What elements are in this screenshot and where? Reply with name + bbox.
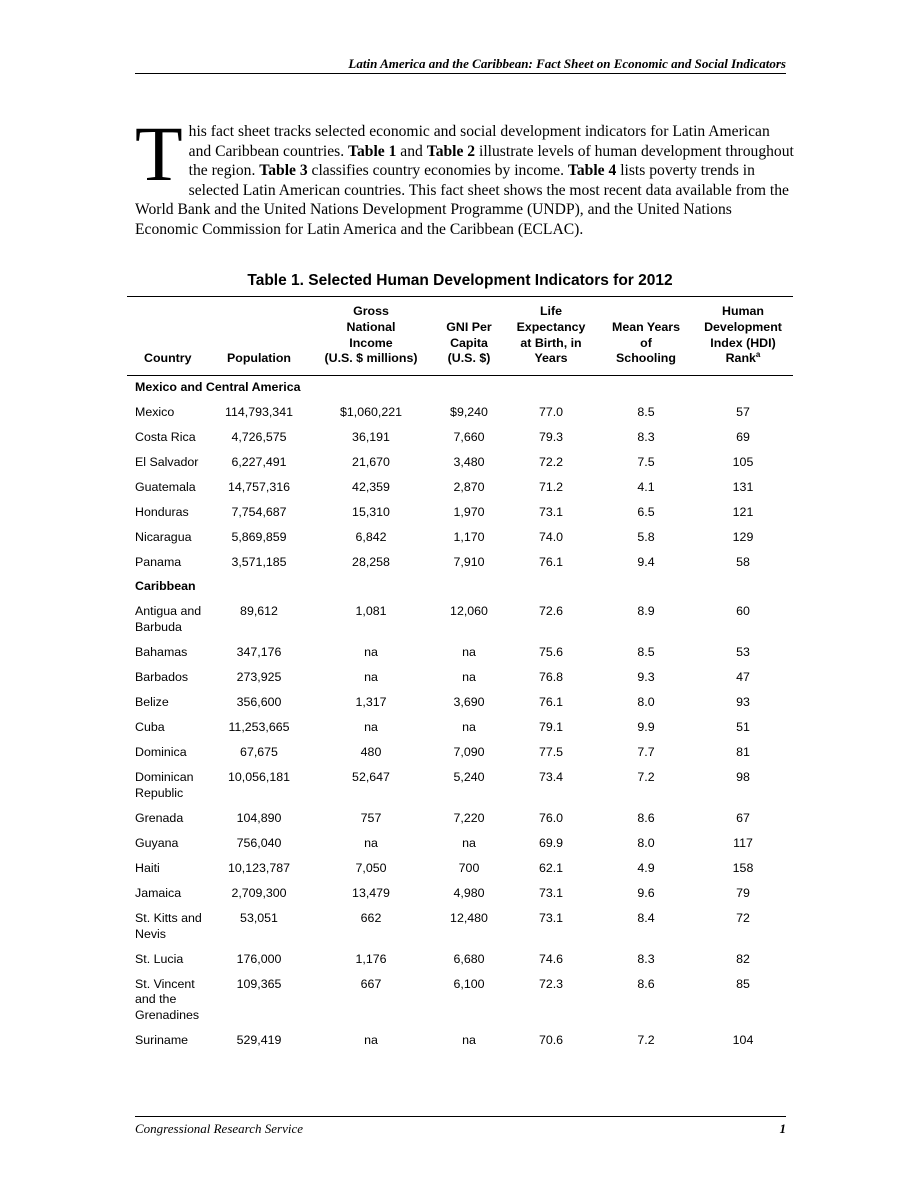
cell-life-expectancy: 72.3 [538,976,564,991]
cell-life-expectancy: 76.1 [538,695,564,710]
cell-gni-per-capita: 7,090 [453,745,485,760]
region-row-central: Mexico and Central America [135,380,301,395]
cell-country: Jamaica [135,885,182,900]
table-row [127,856,793,881]
cell-mean-schooling: 8.6 [637,810,655,825]
cell-life-expectancy: 76.1 [538,555,564,570]
cell-gni-per-capita: 12,060 [450,604,488,619]
cell-life-expectancy: 71.2 [538,480,564,495]
table-row [127,501,793,526]
cell-population: 273,925 [236,670,282,685]
cell-mean-schooling: 8.4 [637,910,655,925]
header-gni-per-capita: GNI Per Capita (U.S. $) [435,297,503,376]
cell-hdi-rank: 47 [736,670,750,685]
cell-gni: na [364,835,378,850]
cell-life-expectancy: 73.1 [538,505,564,520]
cell-population: 10,123,787 [227,860,290,875]
cell-gni: 6,842 [355,530,387,545]
cell-hdi-rank: 105 [732,455,754,470]
running-header [135,56,786,74]
cell-population: 10,056,181 [227,770,290,785]
cell-gni: na [364,720,378,735]
cell-country: Mexico [135,405,175,420]
cell-country: Dominican Republic [135,770,194,800]
cell-gni-per-capita: $9,240 [450,405,488,420]
cell-country: St. Lucia [135,951,184,966]
cell-life-expectancy: 76.8 [538,670,564,685]
table-row [127,600,793,641]
table-row [127,906,793,947]
header-country: Country [127,297,211,376]
cell-population: 176,000 [236,951,282,966]
table-title: Table 1. Selected Human Development Indicators for 2012 [247,272,673,289]
header-gni: Gross National Income (U.S. $ millions) [307,297,435,376]
cell-life-expectancy: 74.6 [538,951,564,966]
cell-population: 2,709,300 [231,885,287,900]
cell-life-expectancy: 76.0 [538,810,564,825]
cell-mean-schooling: 7.7 [637,745,655,760]
cell-hdi-rank: 81 [736,745,750,760]
cell-gni-per-capita: 1,170 [453,530,485,545]
cell-population: 89,612 [240,604,278,619]
cell-gni: 21,670 [352,455,390,470]
header-mean-schooling: Mean Years of Schooling [599,297,693,376]
cell-hdi-rank: 72 [736,910,750,925]
cell-population: 6,227,491 [231,455,287,470]
cell-gni-per-capita: 6,680 [453,951,485,966]
cell-population: 529,419 [236,1033,282,1048]
table-row [127,741,793,766]
cell-hdi-rank: 98 [736,770,750,785]
cell-mean-schooling: 7.2 [637,770,655,785]
cell-country: St. Kitts and Nevis [135,910,202,941]
cell-gni: 7,050 [355,860,387,875]
table4-ref: Table 4 [567,162,617,180]
table3-ref: Table 3 [259,162,308,180]
table-row [127,451,793,476]
page-number: 1 [779,1121,786,1136]
cell-hdi-rank: 93 [736,695,750,710]
cell-mean-schooling: 8.5 [637,645,655,660]
cell-country: Belize [135,695,169,710]
cell-life-expectancy: 79.1 [538,720,564,735]
cell-hdi-rank: 129 [732,530,754,545]
cell-hdi-rank: 131 [732,480,754,495]
cell-gni: 42,359 [352,480,390,495]
cell-gni-per-capita: na [462,670,476,685]
cell-life-expectancy: 77.0 [538,405,564,420]
table2-ref: Table 2 [426,142,476,160]
table-row [127,401,793,426]
intro-paragraph [135,110,795,240]
cell-life-expectancy: 69.9 [538,835,564,850]
footer-rule [135,1116,786,1117]
cell-gni-per-capita: 1,970 [453,505,485,520]
cell-gni: 662 [360,910,382,925]
cell-hdi-rank: 104 [732,1033,754,1048]
cell-gni: na [364,670,378,685]
cell-gni: 1,176 [355,951,387,966]
cell-hdi-rank: 69 [736,430,750,445]
cell-country: Haiti [135,860,160,875]
cell-mean-schooling: 8.3 [637,951,655,966]
cell-gni: 667 [360,976,382,991]
cell-gni-per-capita: 7,220 [453,810,485,825]
table-row [127,716,793,741]
cell-population: 347,176 [236,645,282,660]
cell-gni-per-capita: na [462,835,476,850]
cell-hdi-rank: 60 [736,604,750,619]
cell-gni: 13,479 [352,885,390,900]
cell-life-expectancy: 72.6 [538,604,564,619]
cell-hdi-rank: 121 [732,505,754,520]
header-life-expectancy: Life Expectancy at Birth, in Years [503,297,599,376]
cell-gni: $1,060,221 [339,405,402,420]
region-row-caribbean: Caribbean [135,579,196,594]
cell-population: 11,253,665 [228,720,290,735]
cell-population: 104,890 [236,810,282,825]
cell-mean-schooling: 8.0 [637,695,655,710]
table1-ref: Table 1 [348,142,397,160]
running-header-title: Latin America and the Caribbean: Fact Sheet on Economic and Social Indicators [348,56,786,71]
table-row [127,881,793,906]
indicators-table [127,296,793,1054]
cell-mean-schooling: 8.3 [637,430,655,445]
cell-hdi-rank: 67 [736,810,750,825]
cell-hdi-rank: 117 [733,835,753,850]
cell-mean-schooling: 5.8 [637,530,655,545]
intro-text-4: lists poverty trends in selected Latin American countries. This fact sheet shows the most recent data available from the World Bank and the United Nations Development Programme (UNDP), and the United Nations Economic Commission for Latin America and the Caribbean (ECLAC). [135,162,789,238]
cell-gni: 36,191 [352,430,390,445]
cell-gni-per-capita: 7,660 [453,430,485,445]
cell-gni-per-capita: na [462,645,476,660]
cell-country: Barbados [135,670,189,685]
cell-country: Honduras [135,505,189,520]
cell-mean-schooling: 7.5 [637,455,655,470]
drop-cap: T [135,110,183,197]
cell-population: 756,040 [236,835,282,850]
header-population: Population [211,297,307,376]
table-row [127,691,793,716]
cell-hdi-rank: 51 [736,720,750,735]
table-row [127,766,793,807]
cell-country: Cuba [135,720,165,735]
table-row [127,426,793,451]
intro-text-2: illustrate levels of human development throughout the region. [188,142,794,180]
cell-life-expectancy: 79.3 [538,430,564,445]
intro-text-1: his fact sheet tracks selected economic and social development indicators for Latin American and Caribbean countries. [188,123,770,160]
cell-country: St. Vincent and the Grenadines [135,976,200,1023]
footer-organization: Congressional Research Service [135,1121,303,1136]
cell-mean-schooling: 8.6 [637,976,655,991]
cell-population: 5,869,859 [231,530,287,545]
cell-gni-per-capita: 2,870 [453,480,485,495]
cell-gni-per-capita: na [462,720,476,735]
cell-gni-per-capita: 7,910 [453,555,485,570]
table-header-row [127,297,793,376]
cell-gni: na [364,645,378,660]
cell-population: 53,051 [240,910,278,925]
cell-mean-schooling: 8.0 [637,835,655,850]
cell-life-expectancy: 73.1 [538,910,564,925]
cell-gni-per-capita: 12,480 [450,910,488,925]
cell-gni-per-capita: 4,980 [453,885,485,900]
cell-country: Dominica [135,745,187,760]
cell-life-expectancy: 74.0 [538,530,564,545]
cell-gni: 52,647 [352,770,390,785]
table-row [127,526,793,551]
cell-mean-schooling: 9.4 [637,555,655,570]
cell-mean-schooling: 9.3 [637,670,655,685]
cell-gni-per-capita: na [462,1033,476,1048]
cell-gni: 28,258 [352,555,390,570]
cell-life-expectancy: 72.2 [538,455,564,470]
cell-life-expectancy: 73.1 [538,885,564,900]
cell-population: 4,726,575 [231,430,287,445]
intro-text-3: classifies country economies by income. [307,162,568,180]
cell-country: Grenada [135,810,184,825]
table-row [127,666,793,691]
cell-mean-schooling: 6.5 [637,505,655,520]
cell-life-expectancy: 70.6 [538,1033,564,1048]
cell-mean-schooling: 4.1 [637,480,655,495]
header-hdi-rank: Human Development Index (HDI) Rank$^a$ [693,297,793,376]
table-row [127,972,793,1029]
cell-gni: 1,317 [355,695,387,710]
table-row [127,641,793,666]
cell-hdi-rank: 58 [736,555,750,570]
cell-country: Antigua and Barbuda [135,604,202,635]
cell-country: Panama [135,555,182,570]
cell-gni: 15,310 [352,505,390,520]
cell-population: 114,793,341 [225,405,293,420]
cell-country: El Salvador [135,455,199,470]
cell-hdi-rank: 79 [736,885,750,900]
cell-gni-per-capita: 6,100 [453,976,485,991]
cell-hdi-rank: 158 [732,860,754,875]
cell-population: 109,365 [236,976,282,991]
cell-gni-per-capita: 5,240 [453,770,485,785]
cell-country: Guatemala [135,480,196,495]
cell-hdi-rank: 57 [736,405,750,420]
cell-hdi-rank: 85 [736,976,750,991]
cell-country: Bahamas [135,645,188,660]
cell-life-expectancy: 75.6 [538,645,564,660]
cell-life-expectancy: 62.1 [538,860,564,875]
cell-country: Guyana [135,835,179,850]
table-row [127,1029,793,1054]
cell-population: 3,571,185 [231,555,287,570]
cell-hdi-rank: 53 [736,645,750,660]
cell-country: Nicaragua [135,530,192,545]
cell-gni-per-capita: 700 [458,860,480,875]
table-row [127,831,793,856]
cell-gni: 480 [360,745,382,760]
cell-mean-schooling: 4.9 [637,860,655,875]
cell-life-expectancy: 73.4 [538,770,564,785]
cell-gni: 1,081 [355,604,387,619]
cell-country: Costa Rica [135,430,196,445]
cell-mean-schooling: 8.9 [637,604,655,619]
cell-gni-per-capita: 3,480 [453,455,485,470]
intro-and: and [396,142,427,160]
cell-population: 356,600 [236,695,282,710]
table-row [127,806,793,831]
cell-population: 7,754,687 [231,505,287,520]
cell-hdi-rank: 82 [736,951,750,966]
cell-gni-per-capita: 3,690 [453,695,485,710]
cell-gni: na [364,1033,378,1048]
cell-mean-schooling: 9.9 [637,720,655,735]
table-row [127,550,793,575]
cell-population: 14,757,316 [227,480,290,495]
cell-mean-schooling: 9.6 [637,885,655,900]
cell-population: 67,675 [240,745,278,760]
table-row [127,476,793,501]
cell-gni: 757 [360,810,382,825]
cell-mean-schooling: 7.2 [637,1033,655,1048]
cell-mean-schooling: 8.5 [637,405,655,420]
table-row [127,947,793,972]
cell-life-expectancy: 77.5 [538,745,564,760]
cell-country: Suriname [135,1033,189,1048]
